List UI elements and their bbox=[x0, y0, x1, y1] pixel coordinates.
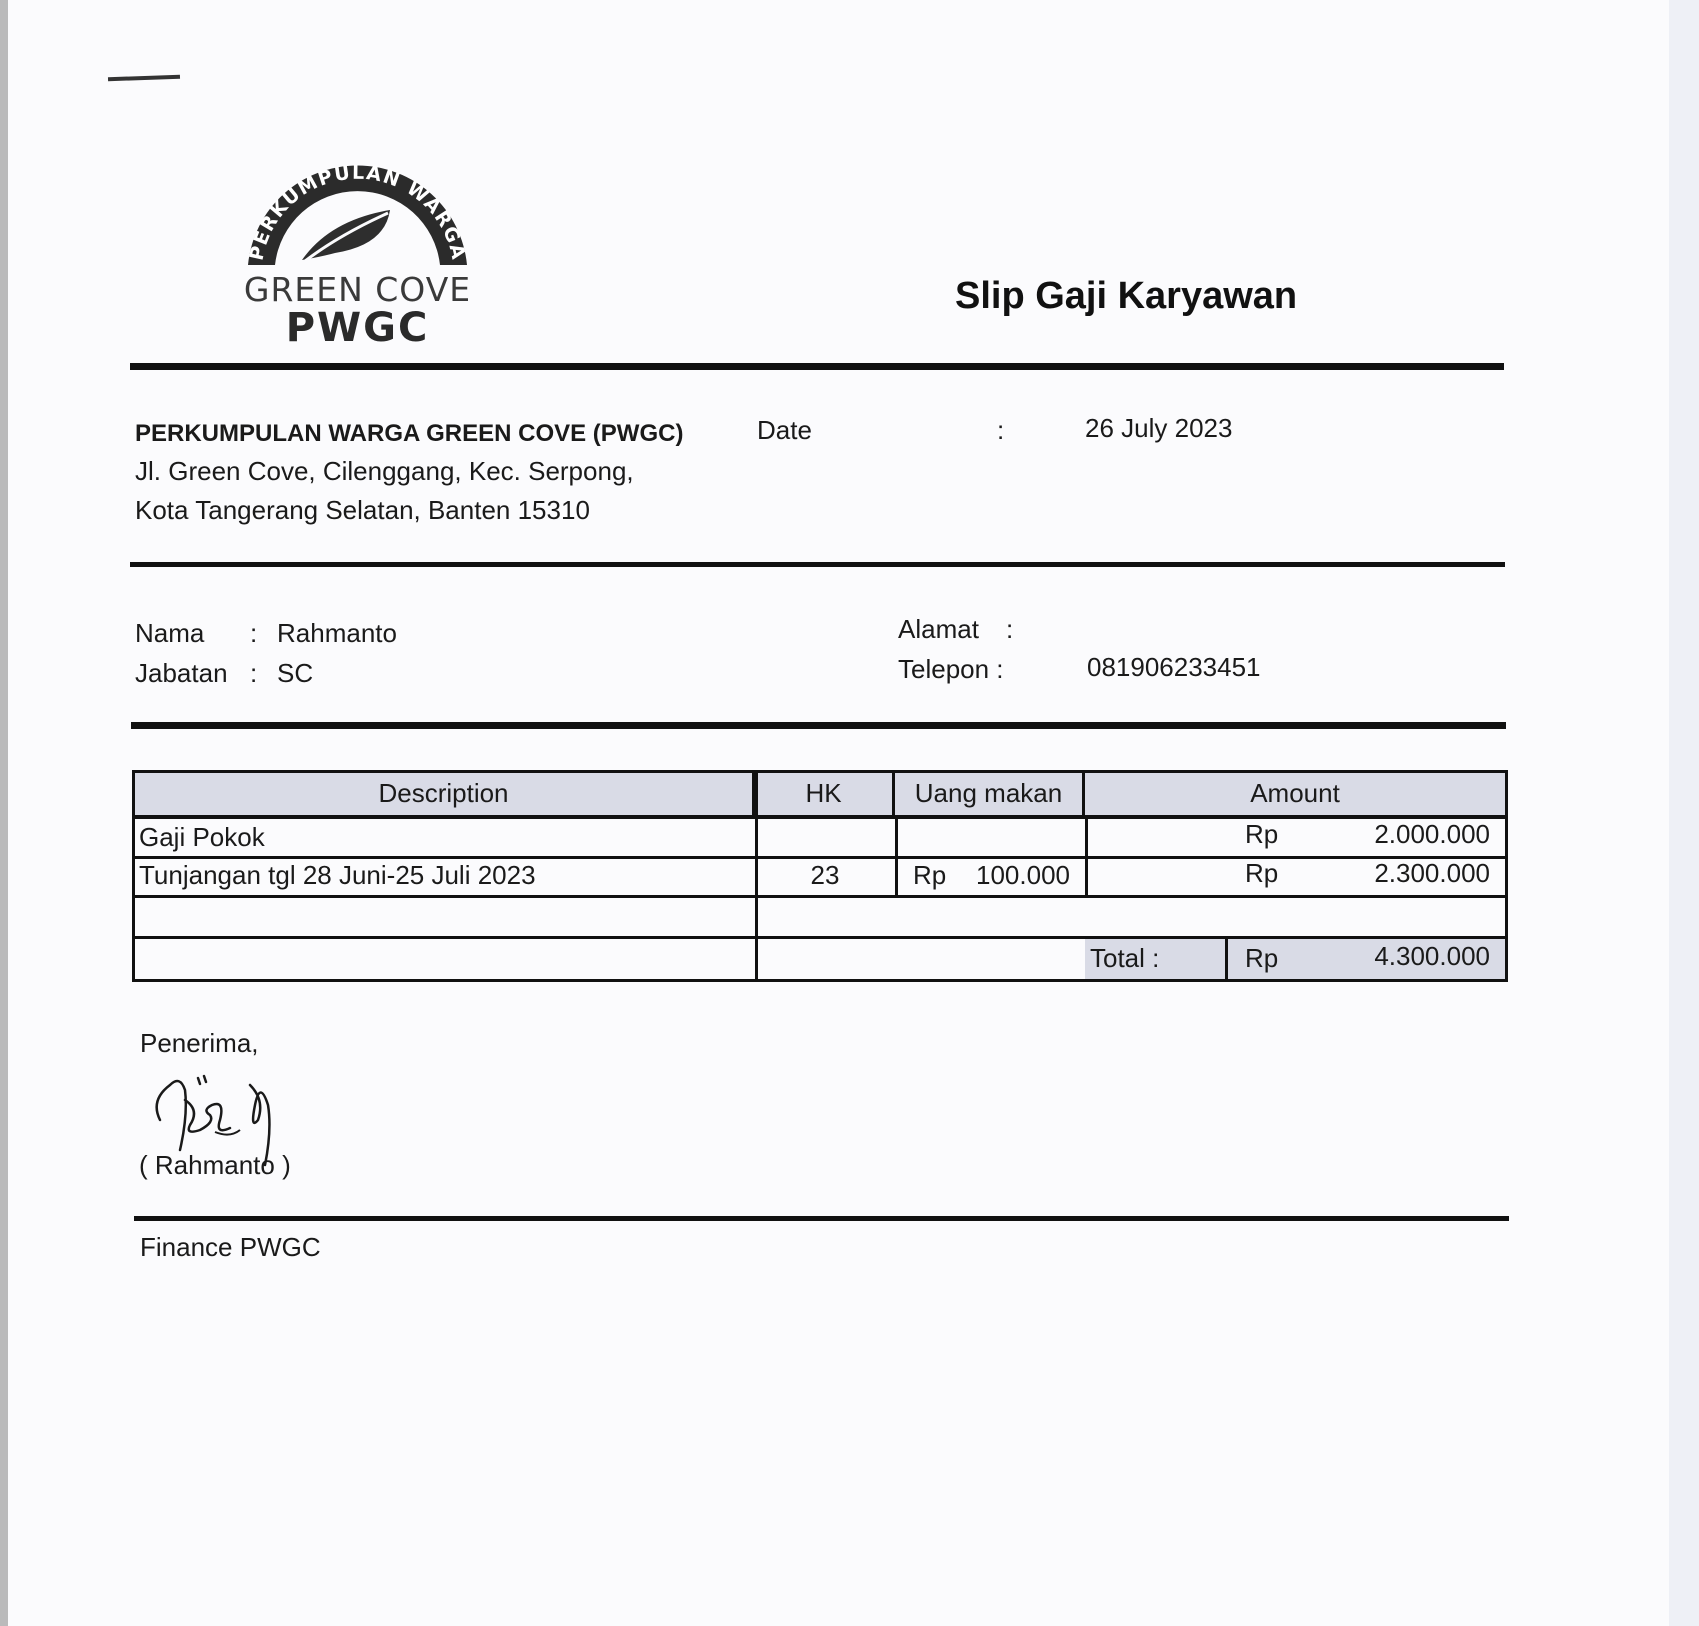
org-name: PERKUMPULAN WARGA GREEN COVE (PWGC) bbox=[135, 420, 684, 447]
total-value: 4.300.000 bbox=[1374, 941, 1490, 971]
divider bbox=[134, 1216, 1509, 1221]
header-amount: Amount bbox=[1085, 773, 1505, 815]
phone-label: Telepon : bbox=[898, 654, 1004, 684]
total-label: Total : bbox=[1090, 943, 1160, 973]
date-colon: : bbox=[997, 415, 1005, 445]
position-colon: : bbox=[250, 658, 258, 688]
row2-hk: 23 bbox=[810, 860, 840, 890]
divider bbox=[130, 562, 1505, 567]
position-value: SC bbox=[277, 658, 314, 688]
pwgc-logo bbox=[240, 165, 475, 355]
scan-edge bbox=[0, 0, 8, 1626]
scan-edge-right bbox=[1669, 0, 1699, 1626]
name-label: Nama bbox=[135, 618, 205, 648]
position-label: Jabatan bbox=[135, 658, 228, 688]
address-colon: : bbox=[1006, 614, 1014, 644]
address-label: Alamat bbox=[898, 614, 979, 644]
row-divider bbox=[135, 895, 1505, 898]
finance-label: Finance PWGC bbox=[140, 1232, 321, 1262]
row1-description: Gaji Pokok bbox=[139, 822, 265, 852]
logo-line1: GREEN COVE bbox=[243, 270, 472, 309]
col-divider bbox=[1085, 815, 1088, 897]
row2-uang-makan: 100.000 bbox=[976, 860, 1070, 890]
phone-value: 081906233451 bbox=[1087, 652, 1261, 682]
row2-description: Tunjangan tgl 28 Juni-25 Juli 2023 bbox=[139, 860, 536, 890]
name-value: Rahmanto bbox=[277, 618, 397, 648]
header-description: Description bbox=[135, 773, 755, 815]
row2-amount: 2.300.000 bbox=[1374, 858, 1490, 888]
name-colon: : bbox=[250, 618, 258, 648]
header-uang-makan: Uang makan bbox=[895, 773, 1085, 815]
col-divider bbox=[895, 815, 898, 897]
svg-text:PERKUMPULAN WARGA: PERKUMPULAN WARGA bbox=[245, 165, 470, 263]
row1-amount: 2.000.000 bbox=[1374, 819, 1490, 849]
payroll-table bbox=[132, 770, 1508, 982]
row2-amount-currency: Rp bbox=[1245, 858, 1279, 888]
total-currency: Rp bbox=[1245, 943, 1279, 973]
scan-mark bbox=[108, 75, 180, 82]
date-value: 26 July 2023 bbox=[1085, 413, 1233, 443]
row1-amount-currency: Rp bbox=[1245, 819, 1279, 849]
divider bbox=[130, 363, 1504, 370]
divider bbox=[131, 722, 1506, 729]
header-hk: HK bbox=[755, 773, 895, 815]
date-label: Date bbox=[757, 415, 812, 445]
logo-line2: PWGC bbox=[285, 305, 430, 351]
leaf-emblem-icon bbox=[240, 165, 475, 275]
row2-uang-makan-currency: Rp bbox=[913, 860, 947, 890]
receiver-name: ( Rahmanto ) bbox=[139, 1150, 291, 1180]
org-address-line1: Jl. Green Cove, Cilenggang, Kec. Serpong, bbox=[135, 456, 634, 486]
org-address-line2: Kota Tangerang Selatan, Banten 15310 bbox=[135, 495, 590, 525]
receiver-label: Penerima, bbox=[140, 1028, 259, 1058]
page-title: Slip Gaji Karyawan bbox=[955, 275, 1298, 317]
